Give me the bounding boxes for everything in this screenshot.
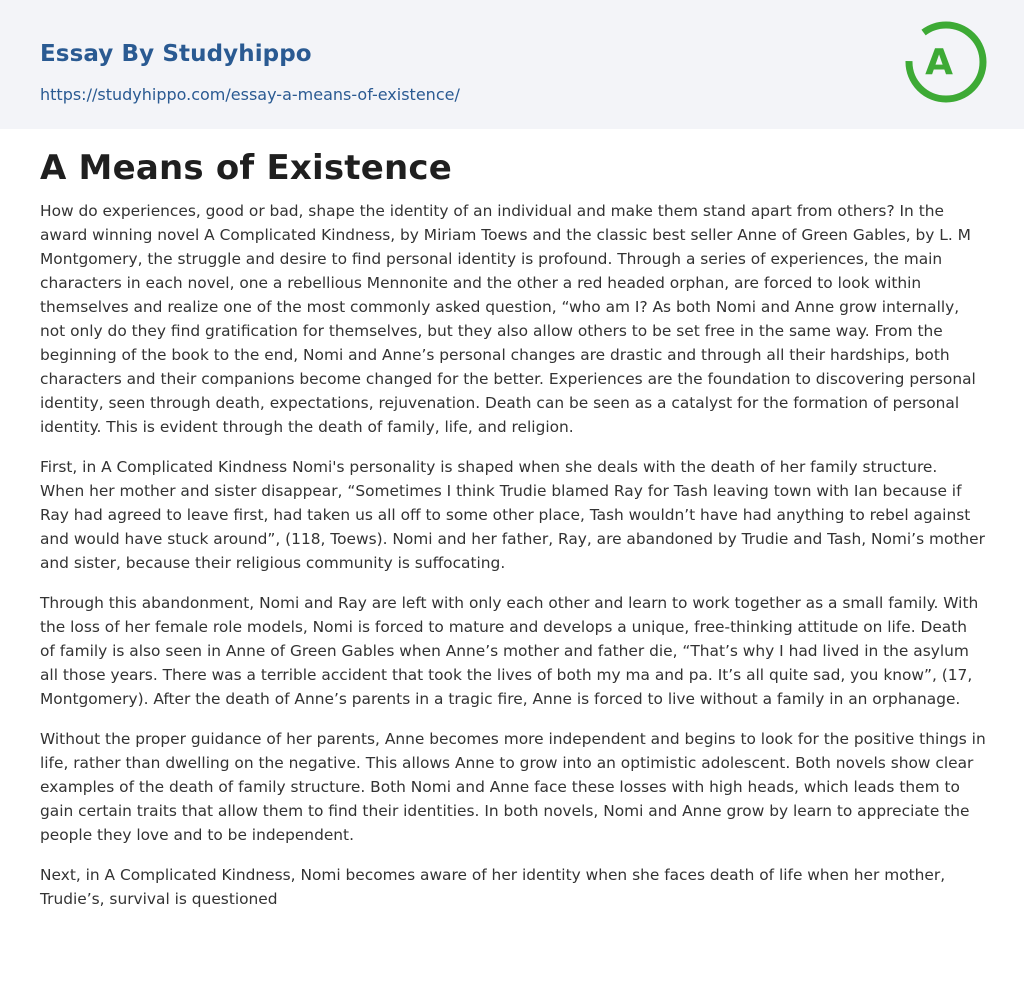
paragraph: Through this abandonment, Nomi and Ray are left with only each other and learn to work together as a small family. With the loss of her female role models, Nomi is forced to mature and develops a unique, free-thinking attitude on life. Death of family is also seen in Anne of Green Gables when Anne’s mother and father die, “That’s why I had lived in the asylum all those years. There was a terrible accident that took the lives of both my ma and pa. It’s all quite sad, you know”, (17, Montgomery). After the death of Anne’s parents in a tragic fire, Anne is forced to live without a family in an orphanage. xyxy=(40,594,979,708)
page-title: A Means of Existence xyxy=(40,148,453,188)
paragraph: Without the proper guidance of her parents, Anne becomes more independent and begins to look for the positive things in life, rather than dwelling on the negative. This allows Anne to grow into an optimistic adolescent. Both novels show clear examples of the death of family structure. Both Nomi and Anne face these losses with high heads, which leads them to gain certain traits that allow them to find their identities. In both novels, Nomi and Anne grow by learn to appreciate the people they love and to be independent. xyxy=(40,730,986,844)
site-brand[interactable]: Essay By Studyhippo xyxy=(40,41,312,67)
logo-letter: A xyxy=(925,42,953,83)
paragraph: Next, in A Complicated Kindness, Nomi becomes aware of her identity when she faces death of life when her mother, Trudie’s, survival is questioned xyxy=(40,866,946,908)
paragraph: First, in A Complicated Kindness Nomi's personality is shaped when she deals with the death of her family structure. When her mother and sister disappear, “Sometimes I think Trudie blamed Ray for Tash leaving town with Ian because if Ray had agreed to leave first, had taken us all off to some other place, Tash wouldn’t have had anything to rebel against and would have stuck around”, (118, Toews). Nomi and her father, Ray, are abandoned by Trudie and Tash, Nomi’s mother and sister, because their religious community is suffocating. xyxy=(40,458,985,572)
paragraph: How do experiences, good or bad, shape the identity of an individual and make them stand apart from others? In the award winning novel A Complicated Kindness, by Miriam Toews and the classic best seller Anne of Green Gables, by L. M Montgomery, the struggle and desire to find personal identity is profound. Through a series of experiences, the main characters in each novel, one a rebellious Mennonite and the other a red headed orphan, are forced to look within themselves and realize one of the most commonly asked question, “who am I? As both Nomi and Anne grow internally, not only do they find gratification for themselves, but they also allow others to be set free in the same way. From the beginning of the book to the end, Nomi and Anne’s personal changes are drastic and through all their hardships, both characters and their companions become changed for the better. Experiences are the foundation to discovering personal identity, seen through death, expectations, rejuvenation. Death can be seen as a catalyst for the formation of personal identity. This is evident through the death of family, life, and religion. xyxy=(40,202,976,436)
site-header xyxy=(0,0,1024,129)
essay-url-link[interactable]: https://studyhippo.com/essay-a-means-of-existence/ xyxy=(40,85,460,104)
studyhippo-logo-icon[interactable] xyxy=(904,20,988,104)
article-body xyxy=(40,146,986,927)
